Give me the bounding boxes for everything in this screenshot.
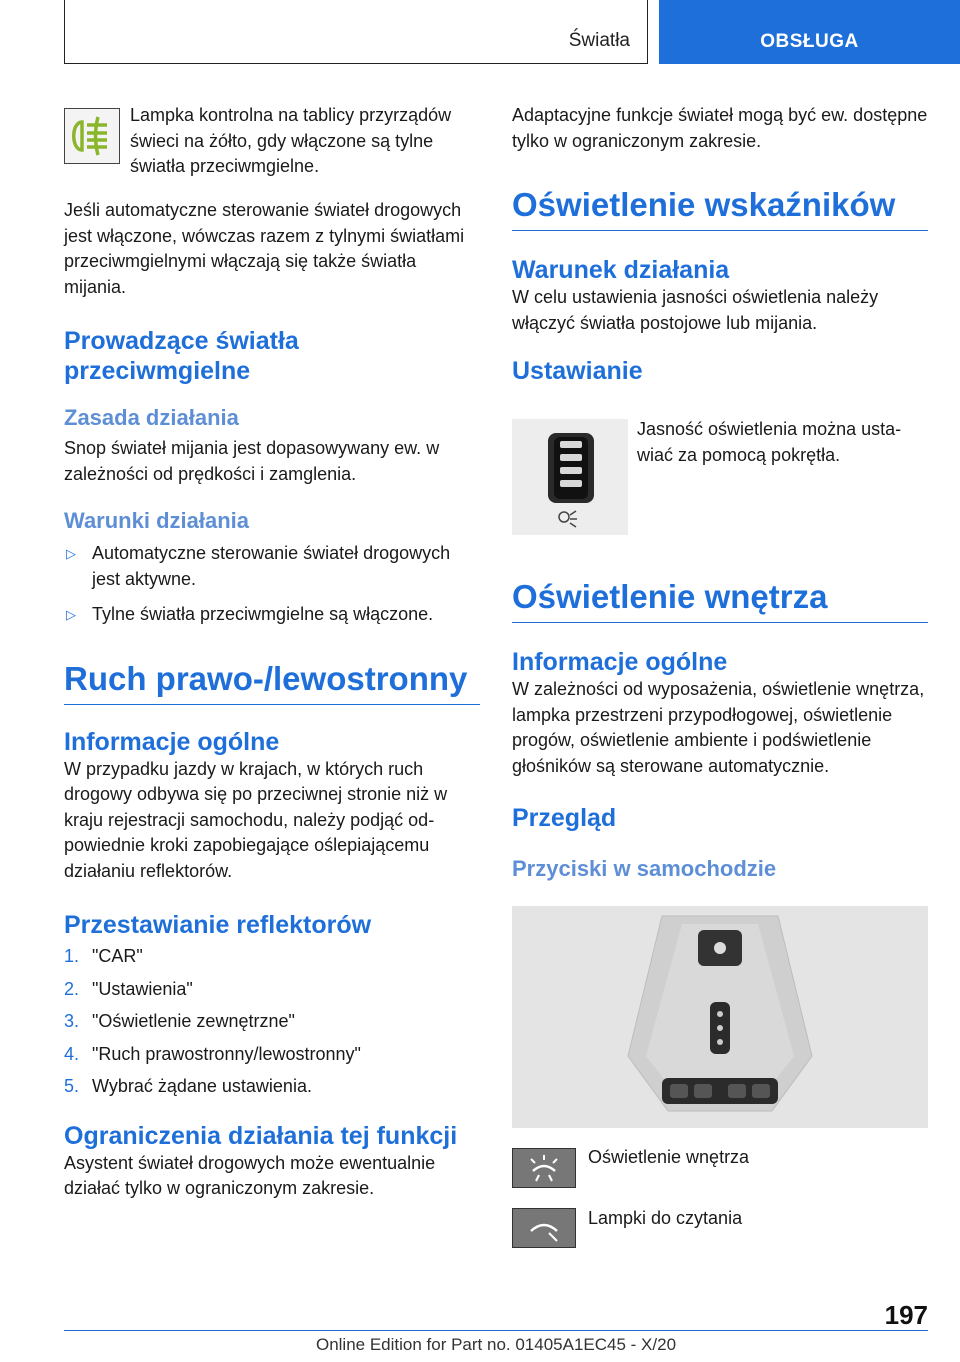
interior-light-icon [512,1148,576,1188]
list-item: ▷ Tylne światła przeciwmgielne są włączone. [64,602,480,628]
heading-condition: Warunek działania [512,256,730,284]
adaptive-paragraph: Adaptacyjne funkcje świateł mogą być ew. dostępne tylko w ograniczonym zakresie. [512,105,928,151]
list-item: 2. "Ustawienia" [64,978,193,999]
heading-headlight-adjust: Przestawianie reflektorów [64,911,372,939]
conditions-list [64,541,480,628]
heading-traffic-side: Ruch prawo-/lewostronny [64,659,468,697]
heading-general-info-2: Informacje ogólne [512,648,728,676]
edition-line: Online Edition for Part no. 01405A1EC45 - X/20 [315,1335,677,1354]
list-item: 1. "CAR" [64,946,143,966]
triangle-bullet-icon: ▷ [66,546,76,561]
general-paragraph: W przypadku jazdy w krajach, w których ruch drogowy odbywa się po przeciwnej stronie niż w kraju rejestracji samochodu, należy podjąć odpowiednie kroki zapobiegające oślepiającemu działaniu reflektorów. [64,758,448,881]
indicator-description: Lampka kontrolna na tablicy przyrządów świeci na żółto, gdy włączone są tylne światła przeciwmgielne. [130,105,452,176]
triangle-bullet-icon: ▷ [66,607,76,622]
page-number: 197 [884,1300,928,1330]
heading-setting: Ustawianie [512,357,643,385]
heading-limits: Ograniczenia działania tej funkcji [64,1121,458,1150]
condition-paragraph: W celu ustawienia jasności oświetlenia należy włączyć światła postojowe lub mijania. [512,287,879,333]
section-title: Światła [568,30,630,51]
dimmer-wheel-image [512,419,628,535]
reading-light-label: Lampki do czytania [588,1208,743,1228]
setting-paragraph: Jasność oświetlenia można ustawiać za pomocą pokrętła. [637,419,902,465]
heading-overview: Przegląd [512,804,617,832]
steps-list [64,944,480,1100]
general2-paragraph: W zależności od wyposażenia, oświetlenie wnętrza, lampka przestrzeni przypodłogowej, oświetlenie progów, oświetlenie ambiente i podświetlenie głośników są sterowane automatycznie. [512,679,925,776]
roof-console-image [512,906,928,1128]
fog-auto-paragraph: Jeśli automatyczne sterowanie świateł drogowych jest włączone, wówczas razem z tylnymi światłami przeciwmgielnymi włączają się także światła mijania. [64,200,465,297]
heading-guided-fog-lights: Prowadzące światła przeciwmgielne [64,327,299,385]
heading-principle: Zasada działania [64,405,239,430]
principle-paragraph: Snop świateł mijania jest dopasowywany ew. w zależności od prędkości i zamglenia. [64,438,440,484]
footer-rule [64,1330,928,1331]
reading-light-icon [512,1208,576,1248]
list-item: 3. "Oświetlenie zewnętrzne" [64,1011,295,1031]
fog-lamp-indicator-icon [64,108,120,164]
list-item: 4. "Ruch prawostronny/lewostronny" [64,1043,361,1064]
heading-interior-lighting: Oświetlenie wnętrza [512,578,828,615]
list-item: ▷ Automatyczne sterowanie świateł drogowych jest aktywne. [66,543,451,589]
list-item: 5. Wybrać żądane ustawienia. [64,1076,312,1096]
header-frame [64,0,648,64]
heading-instrument-lighting: Oświetlenie wskaźników [512,186,896,223]
limits-paragraph: Asystent świateł drogowych może ewentualnie działać tylko w ograniczonym zakresie. [64,1152,436,1198]
heading-general-info: Informacje ogólne [64,727,280,756]
interior-light-label: Oświetlenie wnętrza [588,1147,750,1167]
heading-buttons: Przyciski w samochodzie [512,856,777,881]
chapter-tab: OBSŁUGA [659,0,960,64]
heading-conditions: Warunki działania [64,508,250,533]
